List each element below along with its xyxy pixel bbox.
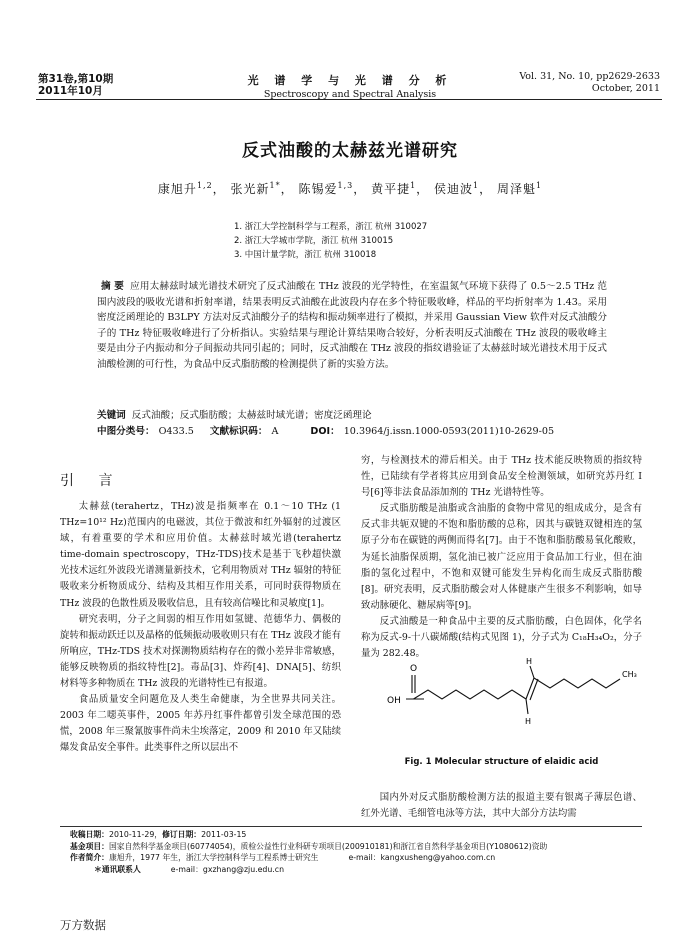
keywords-label: 关键词 [97, 410, 126, 421]
carbon-chain [534, 678, 620, 688]
doc-code-label: 文献标识码： [209, 426, 268, 437]
affiliation: 2. 浙江大学城市学院，浙江 杭州 310015 [234, 236, 394, 246]
footnote-funding: 基金项目：国家自然科学基金项目(60774054)，质检公益性行业科研专项项目(200910181)和浙江省自然科学基金项目(Y1080612)资助 [70, 841, 548, 851]
volume-en: Vol. 31, No. 10, pp2629-2633 [519, 71, 660, 82]
author: 侯迪波$^1$， [434, 181, 493, 196]
abstract-text: 应用太赫兹时域光谱技术研究了反式油酸在 THz 波段的光学特性，在室温氮气环境下获得了 0.5～2.5 THz 范围内波段的吸收光谱和折射率谱，结果表明反式油酸在此波段内存在多个特征吸收峰，样品的平均折射率为 1.43。采用密度泛函理论的 B3LPY 方法对反式油酸分子的结构和振动频率进行了模拟，并采用 Gaussian View 软件对反式油酸分子的 THz 特征吸收峰进行了分析指认。实验结果与理论计算结果吻合较好，分析表明反式油酸在 THz 波段的吸收峰主要是由分子内振动和分子间振动共同引起的；同时，反式油酸在 THz 波段的指纹谱验证了太赫兹时域光谱技术用于反式油酸检测的可行性，为食品中反式脂肪酸的检测提供了新的实验方法。 [97, 281, 608, 370]
section-heading-introduction: 引 言 [60, 473, 123, 489]
atom-label-ch3: CH₃ [622, 670, 637, 679]
atom-label-oh: OH [387, 696, 401, 706]
keywords-text: 反式油酸；反式脂肪酸；太赫兹时域光谱；密度泛函理论 [131, 410, 372, 421]
figure-caption: Fig. 1 Molecular structure of elaidic acid [404, 757, 599, 767]
molecular-structure-figure [380, 648, 640, 748]
double-bond [526, 678, 534, 699]
author-list [0, 180, 700, 197]
paragraph: 研究表明，分子之间弱的相互作用如氢键、范德华力、偶极的旋转和振动跃迁以及晶格的低频振动吸收则只有在 THz 波段才能有所响应，THz-TDS 技术对探测物质结构存在的微小差异非常敏感，能够反映物质的指纹特性[2]。毒品[3]、炸药[4]、DNA[5]、纺织材料等多种物质在 THz 波段的光谱特性已有报道。 [60, 613, 341, 690]
watermark: 万方数据 [60, 918, 106, 932]
footnotes [70, 829, 547, 875]
clc-number: O433.5 [158, 426, 194, 437]
clc-label: 中图分类号： [97, 426, 155, 437]
footnote-correspondence: ＊通讯联系人 e-mail：gxzhang@zju.edu.cn [94, 864, 285, 874]
footnote-dates: 收稿日期：2010-11-29，修订日期：2011-03-15 [70, 830, 247, 839]
affiliation-list [234, 220, 427, 262]
doi-label: DOI： [310, 426, 340, 437]
paragraph: 反式油酸是一种食品中主要的反式脂肪酸，白色固体，化学名称为反式-9-十八碳烯酸(结构式见图 1)，分子式为 C₁₈H₃₄O₂，分子量为 282.48。 [361, 615, 642, 660]
atom-label-o: O [410, 664, 418, 674]
classification-line [97, 424, 554, 439]
left-column [60, 499, 341, 757]
date-en: October, 2011 [591, 83, 660, 94]
footnote-author: 作者简介：康旭升，1977 年生，浙江大学控制科学与工程系博士研究生 e-mail：kangxusheng@yahoo.com.cn [70, 853, 496, 862]
author: 黄平捷$^1$， [371, 181, 430, 196]
affiliation: 1. 浙江大学控制科学与工程系，浙江 杭州 310027 [234, 222, 428, 232]
h-bond [526, 699, 528, 714]
author: 周泽魁$^1$ [496, 181, 543, 196]
paper-title: 反式油酸的太赫兹光谱研究 [242, 141, 458, 161]
paragraph: 反式脂肪酸是油脂或含油脂的食物中常见的组成成分，是含有反式非共轭双键的不饱和脂肪酸的总称，因其与碳链双键相连的氢原子分布在碳链的两侧而得名[7]。由于不饱和脂肪酸易氧化酸败，为延长油脂保质期，氢化油已被广泛应用于食品加工行业，但在油脂的氢化过程中，不饱和双键可能发生异构化而生成反式脂肪酸[8]。研究表明，反式脂肪酸会对人体健康产生很多不利影响，如导致动脉硬化、糖尿病等[9]。 [361, 503, 642, 611]
journal-name-en: Spectroscopy and Spectral Analysis [263, 89, 437, 100]
doc-code: A [271, 426, 279, 437]
author: 康旭升$^{1,2}$， [157, 181, 226, 196]
journal-name-cn: 光 谱 学 与 光 谱 分 析 [247, 74, 453, 87]
paragraph: 穷，与检测技术的滞后相关。由于 THz 技术能反映物质的指纹特性，已陆续有学者将其应用到食品安全检测领域，如研究苏丹红 I 号[6]等非法食品添加剂的 THz 光谱特性等。 [361, 455, 642, 499]
atom-label-h: H [525, 717, 532, 726]
issue-info-en [519, 71, 660, 95]
right-column-continued [361, 790, 642, 822]
footnote-rule [60, 826, 642, 827]
carbon-chain [414, 690, 527, 699]
author: 张光新$^{1*}$， [230, 181, 294, 196]
atom-label-h: H [526, 657, 533, 666]
paragraph: 太赫兹(terahertz，THz)波是指频率在 0.1～10 THz (1 THz=10¹² Hz)范围内的电磁波，其位于微波和红外辐射的过渡区域，有着重要的学术和应用价值。太赫兹时域光谱(terahertz time-domain spectroscopy，THz-TDS)技术是基于飞秒超快激光技术远红外波段光谱测量新技术，它利用物质对 THz 辐射的特征吸收来分析物质成分、结构及其相互作用关系，可同时获得物质在 THz 波段的色散性质及吸收信息，且有较高信噪比和灵敏度[1]。 [60, 501, 341, 609]
h-bond [530, 666, 534, 678]
paragraph: 国内外对反式脂肪酸检测方法的报道主要有银离子薄层色谱、红外光谱、毛细管电泳等方法，其中大部分方法均需 [361, 792, 642, 820]
header-rule [36, 99, 662, 100]
date-cn: 2011年10月 [38, 85, 103, 97]
paragraph: 食品质量安全问题危及人类生命健康，为全世界共同关注。2003 年二噁英事件，2005 年苏丹红事件都曾引发全球范围的恐慌，2008 年三聚氰胺事件尚未尘埃落定，2009 和 2010 年又陆续爆发食品安全事件。此类事件之所以层出不 [60, 694, 341, 754]
author: 陈锡爱$^{1,3}$， [298, 181, 367, 196]
abstract [97, 279, 607, 373]
doi: 10.3964/j.issn.1000-0593(2011)10-2629-05 [343, 426, 555, 437]
affiliation: 3. 中国计量学院，浙江 杭州 310018 [234, 250, 377, 260]
double-bond [530, 679, 538, 700]
right-column [361, 453, 642, 662]
abstract-label: 摘 要 [101, 281, 125, 292]
keywords [97, 408, 372, 423]
volume-cn: 第31卷,第10期 [38, 73, 114, 85]
